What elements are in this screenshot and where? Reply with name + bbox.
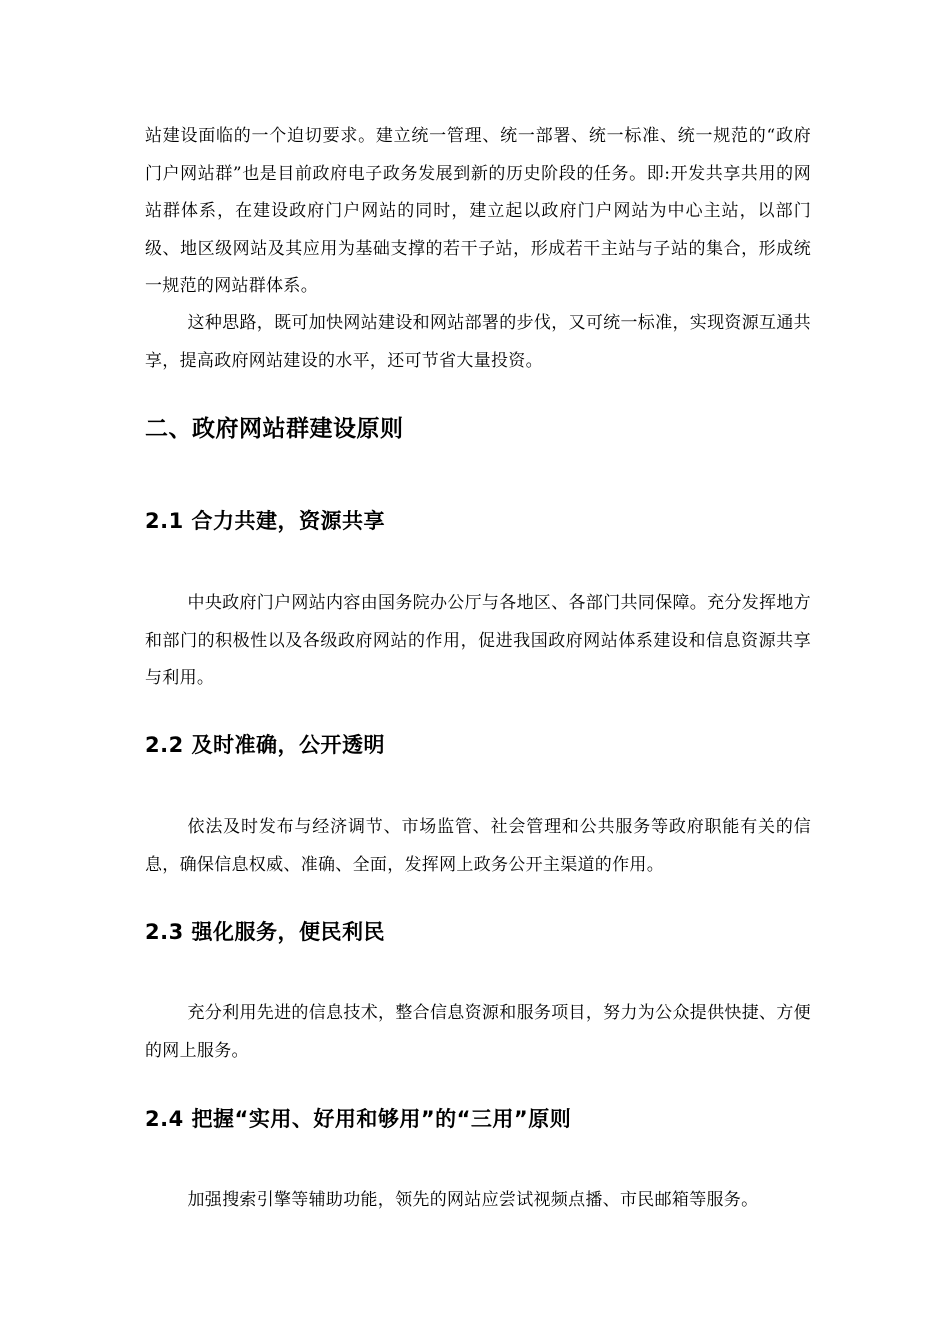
subsection-body-2-4: 加强搜索引擎等辅助功能，领先的网站应尝试视频点播、市民邮箱等服务。 <box>187 1190 759 1210</box>
section-heading: 二、政府网站群建设原则 <box>145 416 404 442</box>
paragraph-continuation: 站建设面临的一个迫切要求。建立统一管理、统一部署、统一标准、统一规范的“政府门户网站群”也是目前政府电子政务发展到新的历史阶段的任务。即:开发共享共用的网站群体系，在建设政府门户网站的同时，建立起以政府门户网站为中心主站，以部门级、地区级网站及其应用为基础支撑的若干子站，形成若干主站与子站的集合，形成统一规范的网站群体系。 <box>145 126 811 296</box>
paragraph-idea: 这种思路，既可加快网站建设和网站部署的步伐，又可统一标准，实现资源互通共享，提高政府网站建设的水平，还可节省大量投资。 <box>145 313 811 371</box>
subsection-heading-2-4: 2.4 把握“实用、好用和够用”的“三用”原则 <box>145 1107 572 1131</box>
subsection-body-2-3: 充分利用先进的信息技术，整合信息资源和服务项目，努力为公众提供快捷、方便的网上服务。 <box>145 1003 811 1061</box>
subsection-heading-2-3: 2.3 强化服务，便民利民 <box>145 920 386 944</box>
subsection-body-2-1: 中央政府门户网站内容由国务院办公厅与各地区、各部门共同保障。充分发挥地方和部门的积极性以及各级政府网站的作用，促进我国政府网站体系建设和信息资源共享与利用。 <box>145 593 811 688</box>
subsection-body-2-2: 依法及时发布与经济调节、市场监管、社会管理和公共服务等政府职能有关的信息，确保信息权威、准确、全面，发挥网上政务公开主渠道的作用。 <box>145 817 811 875</box>
subsection-heading-2-1: 2.1 合力共建，资源共享 <box>145 509 386 533</box>
subsection-heading-2-2: 2.2 及时准确，公开透明 <box>145 733 386 757</box>
